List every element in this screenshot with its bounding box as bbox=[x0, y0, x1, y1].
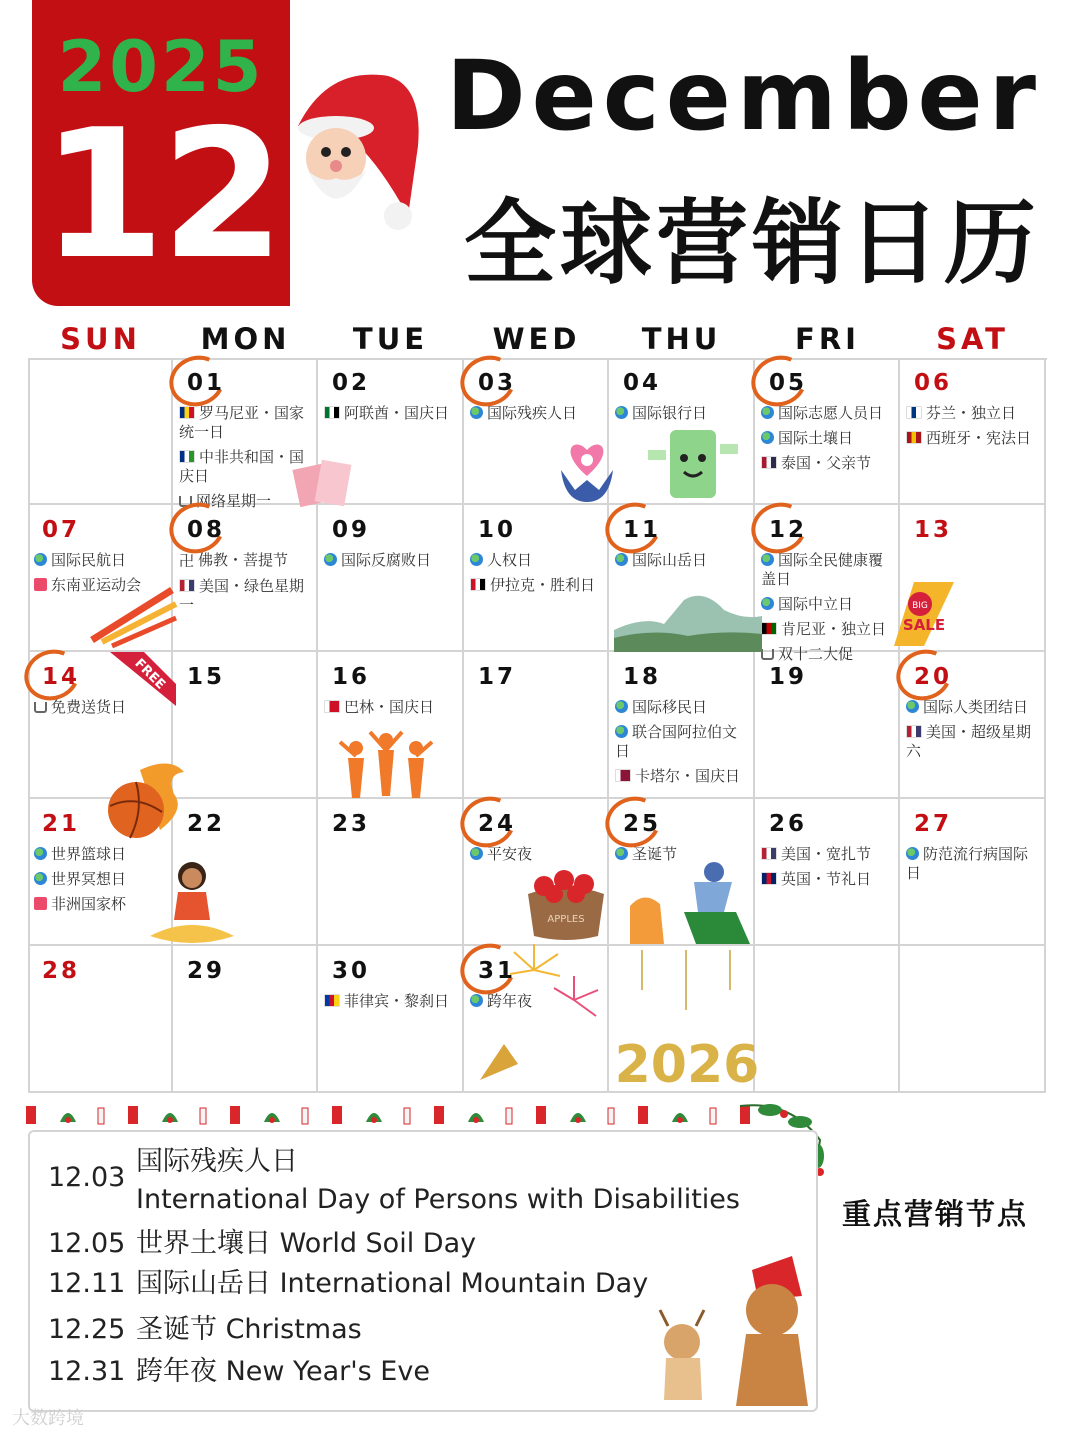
meditation-woman-icon bbox=[150, 858, 234, 946]
event-text: 免费送货日 bbox=[51, 698, 127, 716]
stocking-icon bbox=[332, 1106, 342, 1124]
event-text: 伊拉克・胜利日 bbox=[490, 576, 596, 594]
day-number: 15 bbox=[187, 664, 226, 690]
event-item bbox=[34, 895, 169, 914]
event-item bbox=[615, 767, 751, 786]
berry-icon bbox=[65, 1117, 71, 1123]
day-number: 20 bbox=[914, 664, 953, 690]
event-item bbox=[761, 845, 896, 864]
globe-icon bbox=[906, 847, 919, 860]
event-text: 国际残疾人日 bbox=[487, 404, 578, 422]
globe-icon bbox=[761, 406, 774, 419]
event-list bbox=[324, 992, 460, 1017]
event-item bbox=[34, 551, 169, 570]
day-cell-12 bbox=[755, 505, 900, 663]
event-text: 肯尼亚・独立日 bbox=[781, 620, 887, 638]
page-title: 全球营销日历 bbox=[463, 190, 1040, 297]
key-date-name-en: International Day of Persons with Disabilities bbox=[136, 1184, 740, 1215]
cart-icon bbox=[34, 702, 47, 713]
free-shipping-ribbon bbox=[104, 652, 176, 706]
day-number: 07 bbox=[42, 517, 81, 543]
day-cell-29 bbox=[173, 946, 318, 1093]
candle-icon bbox=[404, 1108, 410, 1124]
event-item bbox=[324, 404, 460, 423]
berry-icon bbox=[371, 1117, 377, 1123]
event-list bbox=[615, 551, 751, 576]
stocking-icon bbox=[128, 1106, 138, 1124]
key-dates-label: 重点营销节点 bbox=[842, 1197, 1029, 1231]
month-badge bbox=[32, 0, 290, 306]
shopping-bags-icon bbox=[290, 448, 360, 508]
day-number: 08 bbox=[187, 517, 226, 543]
key-date-row bbox=[48, 1226, 476, 1262]
day-number: 11 bbox=[623, 517, 662, 543]
key-date-row bbox=[48, 1266, 648, 1302]
flag-us-icon bbox=[906, 725, 922, 738]
sports-streak-icon bbox=[92, 580, 176, 646]
event-item bbox=[761, 454, 896, 473]
event-text: 美国・超级星期六 bbox=[906, 723, 1032, 760]
event-item bbox=[761, 551, 896, 589]
globe-icon bbox=[615, 406, 628, 419]
weekday-fri: FRI bbox=[795, 322, 860, 356]
day-number: 25 bbox=[623, 811, 662, 837]
key-date-name: 国际山岳日 International Mountain Day bbox=[136, 1268, 649, 1299]
event-text: 菲律宾・黎刹日 bbox=[344, 992, 450, 1010]
event-text: 世界冥想日 bbox=[51, 870, 127, 888]
day-number: 23 bbox=[332, 811, 371, 837]
big-sale-top-text: BIG bbox=[912, 601, 928, 611]
event-text: 芬兰・独立日 bbox=[926, 404, 1017, 422]
key-date-row bbox=[48, 1312, 362, 1348]
event-item bbox=[179, 551, 314, 571]
event-text: 国际移民日 bbox=[632, 698, 708, 716]
event-item bbox=[615, 698, 751, 717]
day-number: 02 bbox=[332, 370, 371, 396]
event-text: 国际全民健康覆盖日 bbox=[761, 551, 884, 588]
globe-icon bbox=[34, 872, 47, 885]
berry-icon bbox=[167, 1117, 173, 1123]
globe-icon bbox=[615, 553, 628, 566]
day-number: 09 bbox=[332, 517, 371, 543]
big-sale-icon bbox=[894, 582, 956, 646]
event-item bbox=[761, 429, 896, 448]
day-number: 31 bbox=[478, 958, 517, 984]
flag-ke-icon bbox=[761, 622, 777, 635]
day-number: 26 bbox=[769, 811, 808, 837]
globe-icon bbox=[761, 597, 774, 610]
stocking-icon bbox=[638, 1106, 648, 1124]
globe-icon bbox=[34, 553, 47, 566]
key-date: 12.25 bbox=[48, 1314, 126, 1345]
day-cell-08 bbox=[173, 505, 318, 652]
key-date: 12.05 bbox=[48, 1228, 126, 1259]
event-text: 卡塔尔・国庆日 bbox=[635, 767, 741, 785]
new-year-2026-icon bbox=[612, 950, 762, 1095]
month-number: 12 bbox=[41, 91, 281, 298]
day-cell-27 bbox=[900, 799, 1046, 946]
weekday-wed: WED bbox=[492, 322, 581, 356]
weekday-sat: SAT bbox=[936, 322, 1009, 356]
globe-icon bbox=[470, 847, 483, 860]
event-list bbox=[906, 845, 1042, 889]
event-text: 国际中立日 bbox=[778, 595, 854, 613]
gingerbread-reindeer-icon bbox=[642, 1250, 822, 1410]
event-item bbox=[179, 577, 314, 615]
key-date-name: 国际残疾人日 bbox=[136, 1146, 298, 1177]
day-cell-empty bbox=[755, 946, 900, 1093]
day-number: 16 bbox=[332, 664, 371, 690]
event-text: 泰国・父亲节 bbox=[781, 454, 872, 472]
event-item bbox=[906, 723, 1042, 761]
event-text: 联合国阿拉伯文日 bbox=[615, 723, 738, 760]
event-item bbox=[906, 845, 1042, 883]
event-text: 跨年夜 bbox=[487, 992, 533, 1010]
year-label: 2025 bbox=[57, 26, 265, 108]
event-list bbox=[761, 845, 896, 895]
day-cell-09 bbox=[318, 505, 464, 652]
day-cell-empty bbox=[900, 946, 1046, 1093]
flag-th-icon bbox=[761, 456, 777, 469]
event-item bbox=[470, 576, 605, 595]
stocking-icon bbox=[230, 1106, 240, 1124]
day-number: 06 bbox=[914, 370, 953, 396]
day-number: 14 bbox=[42, 664, 81, 690]
event-item bbox=[324, 551, 460, 570]
key-date-name: 世界土壤日 World Soil Day bbox=[136, 1228, 477, 1259]
event-text: 世界篮球日 bbox=[51, 845, 127, 863]
globe-icon bbox=[615, 725, 628, 738]
buddhism-icon: 卍 bbox=[179, 552, 195, 570]
day-cell-30 bbox=[318, 946, 464, 1093]
fireworks-icon bbox=[474, 940, 604, 1086]
event-list bbox=[906, 404, 1042, 454]
day-cell-15 bbox=[173, 652, 318, 799]
weekday-header bbox=[28, 322, 1046, 358]
event-list bbox=[470, 551, 605, 601]
day-cell-20 bbox=[900, 652, 1046, 799]
event-item bbox=[324, 698, 460, 717]
berry-icon bbox=[473, 1117, 479, 1123]
event-text: 国际反腐败日 bbox=[341, 551, 432, 569]
apples-sack-icon bbox=[520, 866, 612, 940]
day-number: 13 bbox=[914, 517, 953, 543]
event-item bbox=[906, 429, 1042, 448]
flag-us-icon bbox=[179, 579, 195, 592]
money-mascot-icon bbox=[648, 420, 738, 508]
sport-event-icon bbox=[34, 897, 47, 910]
key-date-name: 圣诞节 Christmas bbox=[136, 1314, 362, 1345]
day-number: 21 bbox=[42, 811, 81, 837]
event-item bbox=[615, 551, 751, 570]
day-cell-empty bbox=[28, 358, 173, 505]
event-text: 人权日 bbox=[487, 551, 533, 569]
candle-icon bbox=[506, 1108, 512, 1124]
key-date-row bbox=[48, 1160, 136, 1196]
flag-cf-icon bbox=[179, 450, 195, 463]
flag-bh-icon bbox=[324, 700, 340, 713]
stocking-icon bbox=[434, 1106, 444, 1124]
candle-icon bbox=[710, 1108, 716, 1124]
event-item bbox=[761, 870, 896, 889]
stocking-icon bbox=[536, 1106, 546, 1124]
event-list bbox=[324, 698, 460, 723]
day-cell-06 bbox=[900, 358, 1046, 505]
event-text: 阿联酋・国庆日 bbox=[344, 404, 450, 422]
event-item bbox=[761, 595, 896, 614]
weekday-mon: MON bbox=[200, 322, 291, 356]
event-item bbox=[615, 723, 751, 761]
key-date: 12.11 bbox=[48, 1268, 126, 1299]
day-number: 10 bbox=[478, 517, 517, 543]
flaming-basketball-icon bbox=[100, 760, 186, 842]
key-dates-panel bbox=[28, 1130, 818, 1412]
key-date: 12.03 bbox=[48, 1162, 126, 1193]
christmas-tiger-icon bbox=[624, 856, 762, 944]
event-text: 中非共和国・国庆日 bbox=[179, 448, 305, 485]
event-list bbox=[324, 404, 460, 429]
event-item bbox=[324, 992, 460, 1011]
day-number: 17 bbox=[478, 664, 517, 690]
day-number: 30 bbox=[332, 958, 371, 984]
day-cell-05 bbox=[755, 358, 900, 505]
event-text: 国际民航日 bbox=[51, 551, 127, 569]
event-item bbox=[179, 404, 314, 442]
christmas-garland bbox=[20, 1098, 810, 1130]
accessibility-hands-icon bbox=[555, 440, 620, 505]
event-item bbox=[761, 620, 896, 639]
day-number: 01 bbox=[187, 370, 226, 396]
event-text: 国际人类团结日 bbox=[923, 698, 1029, 716]
event-text: 美国・绿色星期一 bbox=[179, 577, 305, 614]
flag-es-icon bbox=[906, 431, 922, 444]
event-text: 西班牙・宪法日 bbox=[926, 429, 1032, 447]
free-ribbon-text: FREE bbox=[131, 656, 168, 693]
event-list bbox=[761, 404, 896, 479]
celebration-people-icon bbox=[330, 722, 442, 800]
day-cell-18 bbox=[609, 652, 755, 799]
event-text: 双十二大促 bbox=[778, 645, 854, 663]
month-name: December bbox=[445, 40, 1042, 152]
day-number: 04 bbox=[623, 370, 662, 396]
event-item bbox=[34, 845, 169, 864]
globe-icon bbox=[470, 553, 483, 566]
flag-ph-icon bbox=[324, 994, 340, 1007]
event-text: 国际土壤日 bbox=[778, 429, 854, 447]
globe-icon bbox=[324, 553, 337, 566]
event-text: 圣诞节 bbox=[632, 845, 678, 863]
watermark: 大数跨境 bbox=[12, 1408, 84, 1429]
day-number: 03 bbox=[478, 370, 517, 396]
event-text: 巴林・国庆日 bbox=[344, 698, 435, 716]
event-text: 美国・宽扎节 bbox=[781, 845, 872, 863]
event-text: 佛教・菩提节 bbox=[198, 551, 289, 569]
day-number: 24 bbox=[478, 811, 517, 837]
day-number: 22 bbox=[187, 811, 226, 837]
big-sale-text: SALE bbox=[902, 616, 946, 634]
event-text: 国际银行日 bbox=[632, 404, 708, 422]
event-list bbox=[179, 551, 314, 621]
globe-icon bbox=[470, 406, 483, 419]
day-number: 05 bbox=[769, 370, 808, 396]
key-date-row bbox=[48, 1354, 430, 1390]
weekday-sun: SUN bbox=[60, 322, 141, 356]
flag-ro-icon bbox=[179, 406, 195, 419]
day-cell-19 bbox=[755, 652, 900, 799]
day-number: 29 bbox=[187, 958, 226, 984]
globe-icon bbox=[34, 847, 47, 860]
day-cell-10 bbox=[464, 505, 609, 652]
flag-ae-icon bbox=[324, 406, 340, 419]
day-cell-23 bbox=[318, 799, 464, 946]
day-number: 12 bbox=[769, 517, 808, 543]
candle-icon bbox=[98, 1108, 104, 1124]
event-item bbox=[761, 404, 896, 423]
event-list bbox=[34, 845, 169, 920]
event-text: 防范流行病国际日 bbox=[906, 845, 1029, 882]
event-text: 国际志愿人员日 bbox=[778, 404, 884, 422]
sport-event-icon bbox=[34, 578, 47, 591]
key-date-name: 跨年夜 New Year's Eve bbox=[136, 1356, 430, 1387]
berry-icon bbox=[269, 1117, 275, 1123]
globe-icon bbox=[761, 553, 774, 566]
event-list bbox=[906, 698, 1042, 767]
flag-qa-icon bbox=[615, 769, 631, 782]
day-number: 19 bbox=[769, 664, 808, 690]
new-year-text: 2026 bbox=[614, 1035, 760, 1095]
globe-icon bbox=[615, 700, 628, 713]
weekday-thu: THU bbox=[641, 322, 722, 356]
flag-iq-icon bbox=[470, 578, 486, 591]
apples-sack-text: APPLES bbox=[547, 914, 585, 925]
globe-icon bbox=[761, 431, 774, 444]
candle-icon bbox=[200, 1108, 206, 1124]
event-item bbox=[470, 551, 605, 570]
event-text: 网络星期一 bbox=[196, 492, 272, 510]
flag-gb-icon bbox=[761, 872, 777, 885]
mountain-landscape-icon bbox=[614, 580, 762, 652]
day-number: 27 bbox=[914, 811, 953, 837]
event-list bbox=[470, 404, 605, 429]
event-item bbox=[34, 870, 169, 889]
flag-fi-icon bbox=[906, 406, 922, 419]
globe-icon bbox=[906, 700, 919, 713]
event-text: 东南亚运动会 bbox=[51, 576, 142, 594]
berry-icon bbox=[677, 1117, 683, 1123]
event-text: 罗马尼亚・国家统一日 bbox=[179, 404, 305, 441]
day-number: 18 bbox=[623, 664, 662, 690]
candle-icon bbox=[608, 1108, 614, 1124]
event-item bbox=[470, 845, 605, 864]
flag-us-icon bbox=[761, 847, 777, 860]
day-cell-17 bbox=[464, 652, 609, 799]
day-cell-26 bbox=[755, 799, 900, 946]
event-text: 非洲国家杯 bbox=[51, 895, 127, 913]
event-text: 英国・节礼日 bbox=[781, 870, 872, 888]
event-list bbox=[615, 698, 751, 792]
event-list bbox=[324, 551, 460, 576]
weekday-tue: TUE bbox=[352, 322, 429, 356]
event-item bbox=[470, 404, 605, 423]
day-cell-28 bbox=[28, 946, 173, 1093]
event-item bbox=[906, 404, 1042, 423]
event-text: 平安夜 bbox=[487, 845, 533, 863]
event-item bbox=[906, 698, 1042, 717]
day-number: 28 bbox=[42, 958, 81, 984]
candle-icon bbox=[302, 1108, 308, 1124]
stocking-icon bbox=[26, 1106, 36, 1124]
berry-icon bbox=[575, 1117, 581, 1123]
key-date: 12.31 bbox=[48, 1356, 126, 1387]
event-text: 国际山岳日 bbox=[632, 551, 708, 569]
santa-icon bbox=[288, 66, 428, 236]
